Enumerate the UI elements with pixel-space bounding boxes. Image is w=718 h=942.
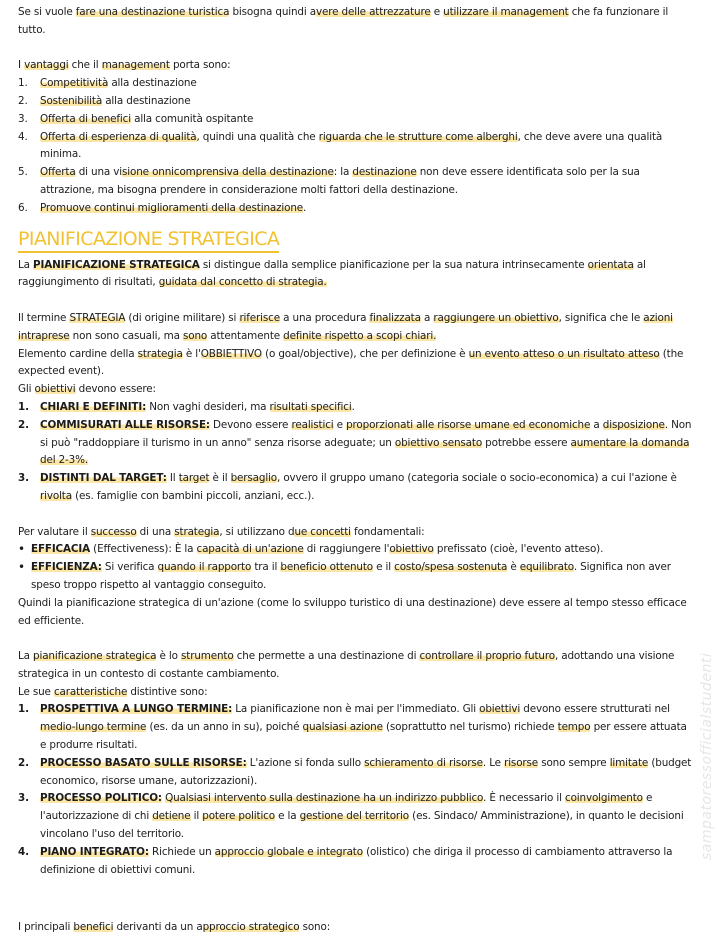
text: La bbox=[18, 650, 34, 663]
highlighted-text: costo/spesa sostenuta bbox=[394, 561, 508, 574]
text: per essere attuata e produrre risultati. bbox=[40, 721, 687, 752]
list-number: 1. bbox=[18, 400, 29, 413]
text: : la bbox=[333, 166, 353, 179]
highlighted-text: obiettivo sensato bbox=[394, 436, 483, 449]
list-number: 5. bbox=[18, 166, 28, 179]
text: (Effectiveness): È la bbox=[90, 543, 197, 556]
text: . bbox=[303, 201, 307, 214]
bullet-icon: • bbox=[18, 560, 25, 575]
highlighted-text: controllare il proprio futuro bbox=[419, 650, 555, 663]
highlighted-text: coinvolgimento bbox=[565, 792, 643, 805]
highlighted-text: risorse bbox=[504, 756, 539, 769]
text: (di origine militare) si bbox=[125, 311, 240, 324]
highlighted-text: equilibrato bbox=[519, 561, 574, 574]
list-number: 3. bbox=[18, 792, 29, 805]
list-number: 3. bbox=[18, 112, 28, 125]
list-item bbox=[18, 755, 696, 791]
highlighted-text: limitate bbox=[609, 756, 649, 769]
intro-paragraph bbox=[18, 4, 696, 40]
text: alla destinazione bbox=[108, 77, 197, 90]
text: e il bbox=[372, 561, 395, 574]
highlighted-text: pianificazione strategica bbox=[33, 650, 157, 663]
highlighted-text: target bbox=[178, 472, 210, 485]
text: . Non si può "raddoppiare il turismo in un anno" senza risorse adeguate; un bbox=[40, 418, 692, 449]
list-item bbox=[18, 399, 696, 417]
text: . È necessario il bbox=[483, 792, 565, 805]
text: Se si vuole bbox=[18, 6, 76, 18]
text: il bbox=[190, 810, 203, 823]
highlighted-text: obiettivi bbox=[479, 703, 521, 716]
text: tra il bbox=[251, 561, 281, 574]
list-item bbox=[18, 701, 696, 754]
highlighted-text: proporzionati alle risorse umane ed economiche bbox=[346, 418, 591, 431]
text: La bbox=[18, 258, 34, 271]
vantaggi-intro bbox=[18, 57, 696, 75]
text: Elemento cardine della bbox=[18, 347, 138, 360]
highlighted-text: finalizzata bbox=[369, 311, 421, 324]
text: a bbox=[590, 418, 603, 431]
highlighted-text: riguarda che le strutture come alberghi bbox=[318, 130, 518, 143]
highlighted-text: vere delle attrezzature bbox=[315, 6, 431, 18]
highlighted-text: realistici bbox=[291, 418, 334, 431]
text: devono essere strutturati nel bbox=[520, 703, 670, 716]
text: La pianificazione non è mai per l'immediato. Gli bbox=[232, 703, 480, 716]
highlighted-text: strumento bbox=[181, 650, 234, 663]
key-term: EFFICACIA bbox=[31, 543, 91, 556]
list-number: 3. bbox=[18, 472, 29, 485]
text: a una procedura bbox=[279, 311, 370, 324]
text: sono: bbox=[299, 921, 331, 934]
text: , significa che le bbox=[558, 311, 644, 324]
highlighted-text: aumentare la domanda del 2-3%. bbox=[40, 436, 690, 467]
list-number: 4. bbox=[18, 130, 28, 143]
section-title: PIANIFICAZIONE STRATEGICA bbox=[18, 227, 279, 253]
vantaggi-list bbox=[18, 75, 696, 217]
highlighted-text: raggiungere un obiettivo bbox=[433, 311, 559, 324]
list-item bbox=[18, 111, 696, 129]
highlighted-text: management bbox=[101, 59, 170, 72]
list-item bbox=[18, 844, 696, 880]
text: alla comunità ospitante bbox=[130, 112, 254, 125]
paragraph-strumento bbox=[18, 648, 696, 684]
list-number: 1. bbox=[18, 703, 29, 716]
highlighted-text: Sostenibilità bbox=[40, 94, 103, 107]
highlighted-text: pproccio strategico bbox=[202, 921, 300, 934]
paragraph-strategia bbox=[18, 310, 696, 346]
text: alla destinazione bbox=[102, 94, 191, 107]
obiettivi-list bbox=[18, 399, 696, 506]
text: porta sono: bbox=[169, 59, 231, 72]
highlighted-text: qualsiasi azione bbox=[302, 721, 383, 734]
highlighted-text: Offerta bbox=[40, 166, 76, 179]
key-term: PIANO INTEGRATO: bbox=[40, 845, 149, 858]
highlighted-text: orientata bbox=[587, 258, 634, 271]
highlighted-text: capacità di un'azione bbox=[196, 543, 304, 556]
text: sono sempre bbox=[538, 756, 610, 769]
text: bisogna quindi a bbox=[229, 6, 316, 18]
highlighted-text: fare una destinazione turistica bbox=[75, 6, 230, 18]
concetti-list bbox=[18, 541, 696, 594]
text: . Le bbox=[482, 756, 505, 769]
text: a bbox=[420, 311, 434, 324]
highlighted-text: caratteristiche bbox=[53, 685, 128, 698]
text: Si verifica bbox=[101, 561, 158, 574]
text: Il termine bbox=[18, 311, 70, 324]
text: Le sue bbox=[18, 685, 54, 698]
highlighted-text: sione onnicomprensiva della destinazione bbox=[122, 166, 334, 179]
list-item bbox=[18, 470, 696, 506]
highlighted-text: riferisce bbox=[239, 311, 280, 324]
text: Gli bbox=[18, 383, 35, 396]
text: e bbox=[430, 6, 444, 18]
highlighted-text: approccio globale e integrato bbox=[214, 845, 363, 858]
list-number: 4. bbox=[18, 845, 29, 858]
text: Il bbox=[166, 472, 179, 485]
text: (olistico) che diriga il processo di cambiamento attraverso la definizione di obiettivi comuni. bbox=[40, 845, 673, 876]
highlighted-text: STRATEGIA bbox=[69, 311, 126, 324]
paragraph-successo bbox=[18, 524, 696, 542]
highlighted-text: disposizione bbox=[602, 418, 665, 431]
text: e la bbox=[274, 810, 300, 823]
text: non deve essere identificata solo per la sua attrazione, ma bisogna prendere in considerazione molti fattori della destinazione. bbox=[40, 166, 640, 196]
highlighted-text: Offerta di esperienza di qualità bbox=[40, 130, 197, 143]
text: di raggiungere l' bbox=[303, 543, 390, 556]
highlighted-text: beneficio ottenuto bbox=[280, 561, 373, 574]
highlighted-text: strategia bbox=[174, 525, 220, 538]
text: . Significa non aver speso troppo rispetto al vantaggio conseguito. bbox=[31, 561, 671, 591]
list-item bbox=[18, 75, 696, 93]
highlighted-text: Offerta di benefici bbox=[40, 112, 131, 125]
highlighted-text: Competitività bbox=[40, 77, 109, 90]
list-item bbox=[18, 93, 696, 111]
key-term: COMMISURATI ALLE RISORSE: bbox=[40, 418, 210, 431]
list-item bbox=[18, 129, 696, 165]
highlighted-text: potere politico bbox=[202, 810, 275, 823]
caratteristiche-list bbox=[18, 701, 696, 879]
text: L'azione si fonda sullo bbox=[246, 756, 365, 769]
key-term: DISTINTI DAL TARGET: bbox=[40, 472, 167, 485]
highlighted-text: detiene bbox=[152, 810, 191, 823]
highlighted-text: un evento atteso o un risultato atteso bbox=[468, 347, 660, 360]
text: attentamente bbox=[207, 329, 284, 342]
list-number: 2. bbox=[18, 94, 28, 107]
highlighted-text: risultati specifici bbox=[269, 400, 352, 413]
text: (soprattutto nel turismo) richiede bbox=[382, 721, 558, 734]
text: è l' bbox=[182, 347, 201, 360]
text: Richiede un bbox=[148, 845, 215, 858]
text: potrebbe essere bbox=[482, 436, 571, 449]
highlighted-text: azioni intraprese bbox=[18, 311, 673, 342]
text: , quindi una qualità che bbox=[196, 130, 319, 143]
highlighted-text: bersaglio bbox=[230, 472, 278, 485]
highlighted-text: obiettivo bbox=[389, 543, 434, 556]
text: , che deve avere una qualità minima. bbox=[40, 130, 663, 161]
text: che permette a una destinazione di bbox=[233, 650, 420, 663]
key-term: PROCESSO POLITICO: bbox=[40, 792, 162, 805]
text: , adottando una visione strategica in un contesto di costante cambiamento. bbox=[18, 650, 675, 680]
key-term: PIANIFICAZIONE STRATEGICA bbox=[33, 258, 200, 271]
highlighted-text: strategia bbox=[137, 347, 183, 360]
paragraph-obiettivo bbox=[18, 346, 696, 382]
text: I principali bbox=[18, 921, 74, 934]
text: (the expected event). bbox=[18, 347, 684, 378]
highlighted-text: vantaggi bbox=[24, 59, 69, 72]
list-number: 6. bbox=[18, 201, 28, 214]
list-item bbox=[18, 790, 696, 843]
text: che fa funzionare il tutto. bbox=[18, 6, 669, 36]
text: Quindi la pianificazione strategica di un'azione (come lo sviluppo turistico di una destinazione) deve essere al tempo stesso efficace ed efficiente. bbox=[18, 596, 687, 627]
paragraph-quindi bbox=[18, 595, 696, 631]
highlighted-text: ue concetti bbox=[294, 525, 351, 538]
text: (o goal/objective), che per definizione è bbox=[261, 347, 469, 360]
text: fondamentali: bbox=[350, 525, 425, 538]
text: devono essere: bbox=[75, 383, 156, 396]
list-item bbox=[18, 541, 696, 559]
highlighted-text: definite rispetto a scopi chiari. bbox=[283, 329, 437, 342]
highlighted-text: quando il rapporto bbox=[157, 561, 252, 574]
list-item bbox=[18, 164, 696, 200]
text: , si utilizzano d bbox=[219, 525, 295, 538]
highlighted-text: Promuove continui miglioramenti della destinazione bbox=[40, 201, 304, 214]
text: non sono casuali, ma bbox=[69, 329, 183, 342]
text: di una vi bbox=[75, 166, 123, 179]
paragraph-benefici bbox=[18, 919, 696, 937]
key-term: PROCESSO BASATO SULLE RISORSE: bbox=[40, 756, 247, 769]
text: è lo bbox=[156, 650, 182, 663]
text: che il bbox=[68, 59, 102, 72]
text: . bbox=[351, 400, 355, 413]
text: Devono essere bbox=[209, 418, 292, 431]
highlighted-text: successo bbox=[90, 525, 137, 538]
highlighted-text: obiettivi bbox=[34, 383, 76, 396]
text: , ovvero il gruppo umano (categoria sociale o socio-economica) a cui l'azione è bbox=[277, 472, 677, 485]
list-number: 2. bbox=[18, 418, 29, 431]
text: distintive sono: bbox=[127, 685, 208, 698]
highlighted-text: gestione del territorio bbox=[299, 810, 410, 823]
paragraph-caratteristiche-intro bbox=[18, 684, 696, 702]
text: e bbox=[333, 418, 347, 431]
highlighted-text: OBBIETTIVO bbox=[200, 347, 262, 360]
highlighted-text: destinazione bbox=[352, 166, 417, 179]
paragraph-pianificazione bbox=[18, 257, 696, 293]
highlighted-text: guidata dal concetto di strategia. bbox=[158, 276, 327, 289]
watermark: sampatoressofficialstudenti bbox=[699, 652, 715, 860]
list-number: 2. bbox=[18, 756, 29, 769]
paragraph-obiettivi-intro bbox=[18, 381, 696, 399]
list-item bbox=[18, 559, 696, 595]
highlighted-text: schieramento di risorse bbox=[364, 756, 483, 769]
highlighted-text: benefici bbox=[73, 921, 114, 934]
text: Per valutare il bbox=[18, 525, 91, 538]
highlighted-text: sono bbox=[183, 329, 208, 342]
text: al raggiungimento di risultati, bbox=[18, 258, 646, 289]
text: (es. Sindaco/ Amministrazione), in quanto le decisioni vincolano l'uso del territorio. bbox=[40, 810, 684, 841]
text: di una bbox=[136, 525, 175, 538]
bullet-icon: • bbox=[18, 542, 25, 557]
highlighted-text: tempo bbox=[557, 721, 591, 734]
list-number: 1. bbox=[18, 77, 28, 90]
key-term: EFFICIENZA: bbox=[31, 561, 102, 574]
text: Non vaghi desideri, ma bbox=[146, 400, 270, 413]
text: è il bbox=[209, 472, 231, 485]
key-term: CHIARI E DEFINITI: bbox=[40, 400, 147, 413]
text: I bbox=[18, 59, 25, 72]
text: si distingue dalla semplice pianificazione per la sua natura intrinsecamente bbox=[199, 258, 588, 271]
list-item bbox=[18, 200, 696, 218]
list-item bbox=[18, 417, 696, 470]
text: derivanti da un a bbox=[113, 921, 203, 934]
text: e l'autorizzazione di chi bbox=[40, 792, 653, 823]
highlighted-text: medio-lungo termine bbox=[40, 721, 147, 734]
text: (es. da un anno in su), poiché bbox=[146, 721, 303, 734]
key-term: PROSPETTIVA A LUNGO TERMINE: bbox=[40, 703, 233, 716]
highlighted-text: utilizzare il management bbox=[443, 6, 569, 18]
text: (budget economico, risorse umane, autorizzazioni). bbox=[40, 756, 692, 787]
text: (es. famiglie con bambini piccoli, anziani, ecc.). bbox=[71, 489, 315, 502]
document-page bbox=[18, 4, 696, 937]
highlighted-text: Qualsiasi intervento sulla destinazione ha un indirizzo pubblico bbox=[165, 792, 484, 805]
text: prefissato (cioè, l'evento atteso). bbox=[433, 543, 604, 556]
text: è bbox=[507, 561, 520, 574]
highlighted-text: rivolta bbox=[40, 489, 72, 502]
